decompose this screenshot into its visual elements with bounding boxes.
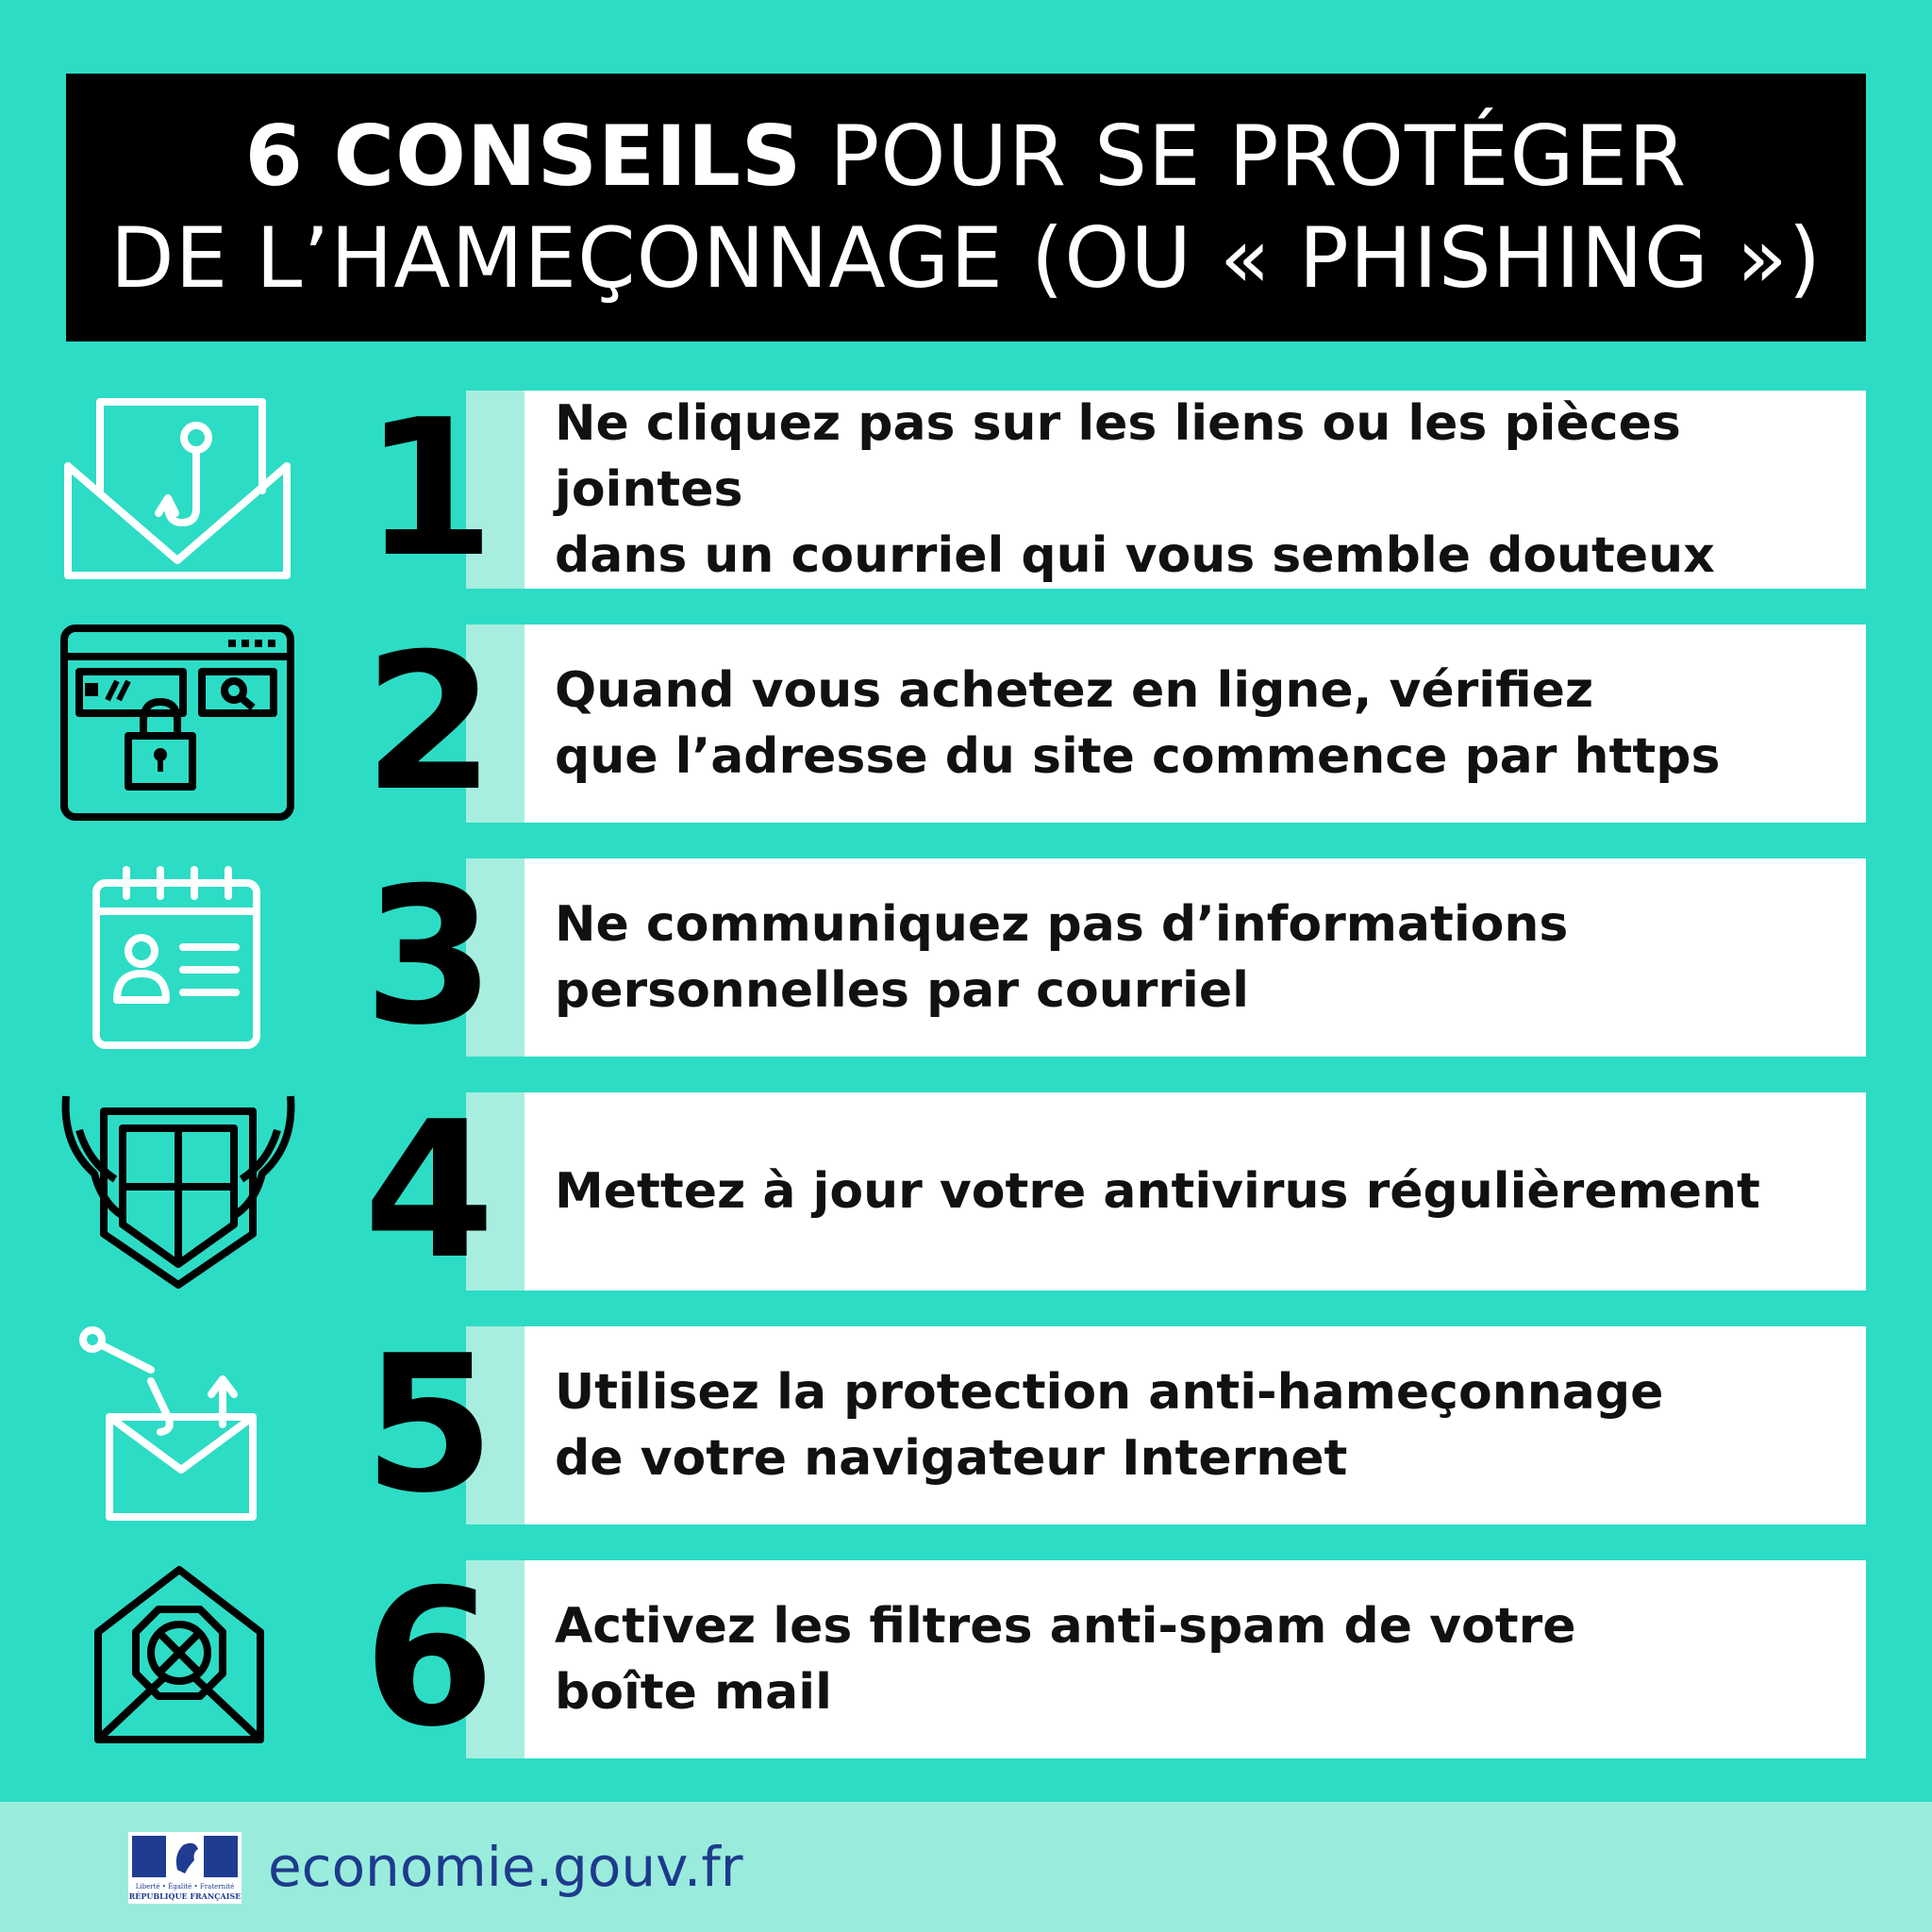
title-banner <box>66 74 1866 341</box>
tip-number: 2 <box>363 613 495 833</box>
tip-card <box>525 1092 1866 1291</box>
id-card-icon <box>57 858 302 1057</box>
tip-card <box>525 1326 1866 1524</box>
footer <box>0 1802 1932 1932</box>
tip-row-4 <box>0 1081 1932 1301</box>
title-bold: 6 CONSEILS <box>244 108 803 205</box>
winged-shield-icon <box>57 1092 302 1291</box>
logo-motto: Liberté • Égalité • Fraternité <box>135 1883 235 1890</box>
title-rest: POUR SE PROTÉGER <box>802 108 1688 205</box>
envelope-block-icon <box>57 1560 302 1758</box>
tip-number: 6 <box>363 1549 495 1769</box>
tip-card <box>525 858 1866 1057</box>
envelope-hook-icon <box>57 391 302 589</box>
tip-card <box>525 391 1866 589</box>
tip-text: Ne communiquez pas d’informations personnelles par courriel <box>555 896 1569 1019</box>
tip-text: Ne cliquez pas sur les liens ou les pièces jointes dans un courriel qui vous semble douteux <box>555 395 1715 584</box>
tip-text: Mettez à jour votre antivirus régulièrement <box>555 1163 1760 1220</box>
title-line-2: DE L’HAMEÇONNAGE (OU « PHISHING ») <box>109 209 1823 307</box>
tip-row-6 <box>0 1549 1932 1769</box>
republique-francaise-logo <box>128 1832 242 1904</box>
tip-number: 1 <box>363 379 495 599</box>
tip-text: Activez les filtres anti-spam de votre boîte mail <box>555 1598 1576 1721</box>
tip-row-2 <box>0 613 1932 833</box>
tip-number: 3 <box>363 847 495 1067</box>
tip-text: Quand vous achetez en ligne, vérifiez que l’adresse du site commence par https <box>555 662 1721 785</box>
tip-card <box>525 625 1866 823</box>
tip-card <box>525 1560 1866 1758</box>
tip-row-1 <box>0 379 1932 599</box>
tip-number: 5 <box>363 1315 495 1535</box>
tip-text: Utilisez la protection anti-hameçonnage de votre navigateur Internet <box>555 1364 1664 1487</box>
envelope-key-icon <box>57 1326 302 1524</box>
website-link[interactable]: economie.gouv.fr <box>268 1835 743 1899</box>
title-line-1 <box>245 106 1688 208</box>
browser-lock-icon <box>57 625 302 823</box>
tip-row-3 <box>0 847 1932 1067</box>
logo-name: RÉPUBLIQUE FRANÇAISE <box>128 1891 242 1901</box>
tip-number: 4 <box>363 1081 495 1301</box>
tip-row-5 <box>0 1315 1932 1535</box>
